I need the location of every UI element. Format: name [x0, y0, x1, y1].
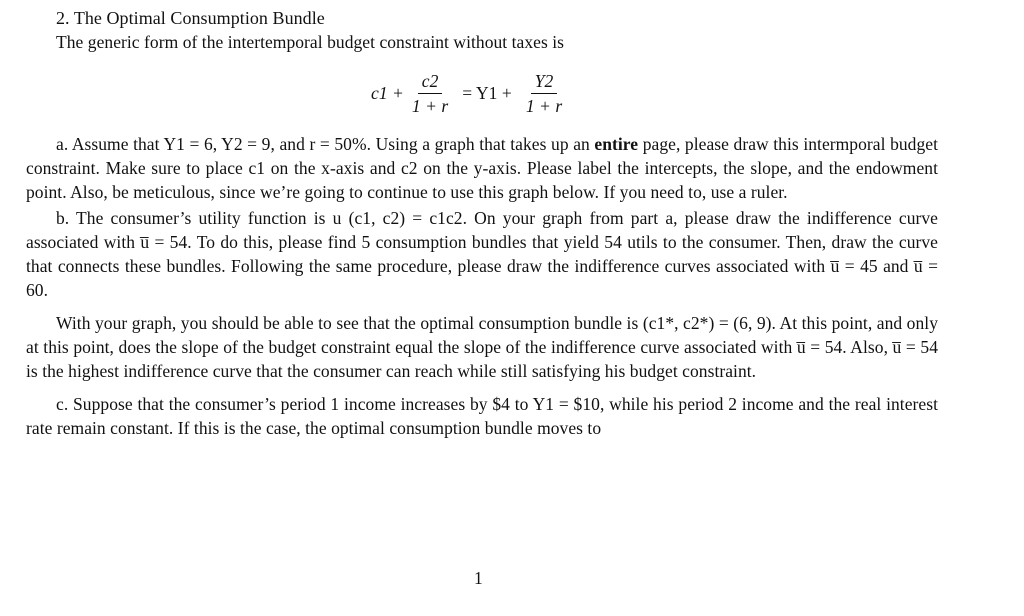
budget-constraint-equation — [26, 62, 938, 124]
eq-fraction-y2-numerator: Y2 — [531, 70, 558, 94]
part-a-text-start: a. Assume that Y1 = 6, Y2 = 9, and r = 50%. Using a graph that takes up an — [56, 134, 590, 154]
eq-equals-y1: = Y1 + — [462, 83, 512, 103]
eq-fraction-y2 — [522, 70, 566, 117]
eq-fraction-c2 — [408, 70, 452, 117]
part-c-paragraph: c. Suppose that the consumer’s period 1 income increases by $4 to Y1 = $10, while his period 2 income and the real interest rate remain constant. If this is the case, the optimal consumption bundle moves to — [26, 394, 938, 438]
page-number: 1 — [474, 568, 483, 588]
eq-c1-term: c1 + — [371, 83, 404, 103]
part-a-text-end: page, please draw this intermporal budget constraint. Make sure to place c1 on the x-axis and c2 on the y-axis. Please label the intercepts, the slope, and the endowment point. Also, be meticulous, since we’re going to continue to use this graph below. If you need to, use a ruler. — [26, 134, 938, 202]
eq-fraction-y2-denominator: 1 + r — [525, 95, 563, 116]
part-b-paragraph: b. The consumer’s utility function is u (c1, c2) = c1c2. On your graph from part a, please draw the indifference curve associated with u̅ = 54. To do this, please find 5 consumption bundles that yield 54 utils to the consumer. Then, draw the curve that connects these bundles. Following the same procedure, please draw the indifference curves associated with u̅ = 45 and u̅ = 60. — [26, 208, 938, 300]
optimal-bundle-paragraph: With your graph, you should be able to see that the optimal consumption bundle is (c1*, c2*) = (6, 9). At this point, and only at this point, does the slope of the budget constraint equal the slope of the indifference curve associated with u̅ = 54. Also, u̅ = 54 is the highest indifference curve that the consumer can reach while still satisfying his budget constraint. — [26, 313, 938, 381]
part-a-paragraph — [26, 132, 938, 204]
section-title: 2. The Optimal Consumption Bundle — [56, 8, 325, 28]
eq-fraction-c2-numerator: c2 — [418, 70, 443, 94]
eq-fraction-c2-denominator: 1 + r — [411, 95, 449, 116]
part-a-bold-word: entire — [594, 134, 639, 154]
intro-text: The generic form of the intertemporal budget constraint without taxes is — [56, 32, 565, 52]
document-page — [26, 6, 938, 440]
